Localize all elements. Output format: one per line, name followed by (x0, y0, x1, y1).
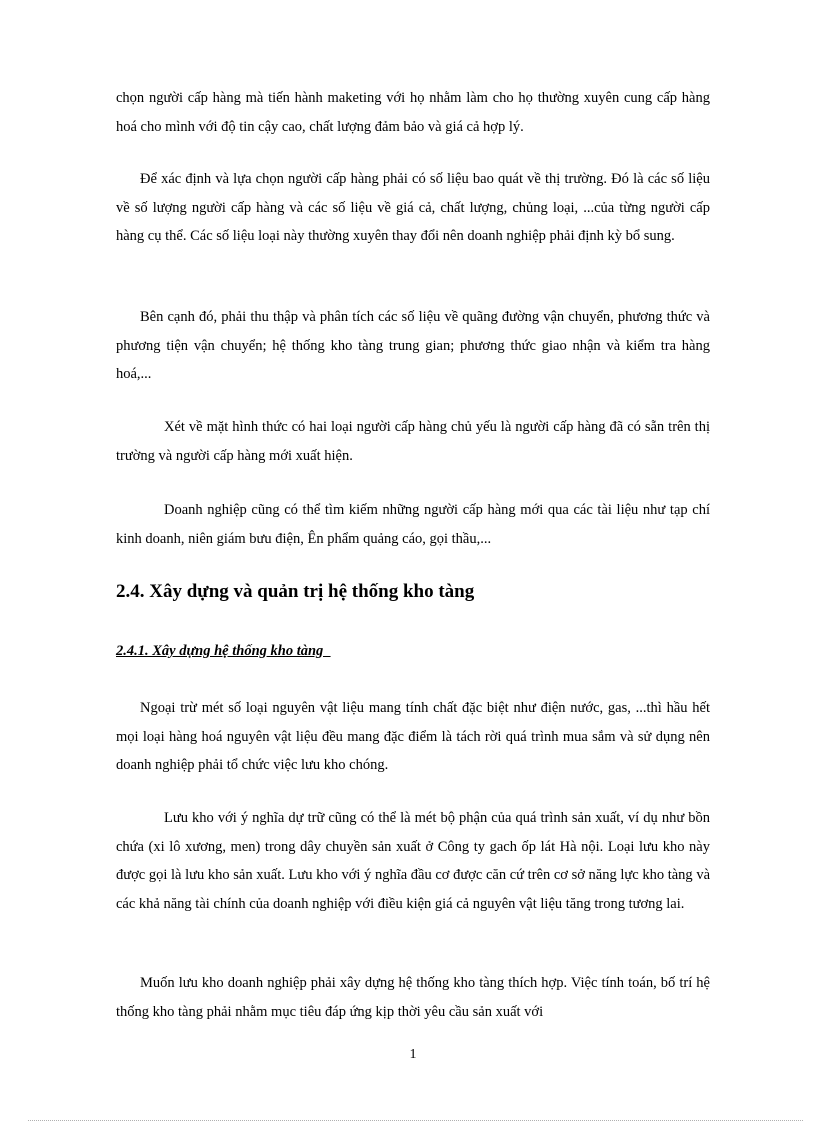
page-bottom-divider (28, 1120, 803, 1121)
paragraph-2: Để xác định và lựa chọn người cấp hàng phải có số liệu bao quát về thị trường. Đó là các số liệu về số lượng người cấp hàng và các số liệu về giá cả, chất lượng, chủng loại, ...của từng người cấp hàng cụ thể. Các số liệu loại này thường xuyên thay đổi nên doanh nghiệp phải định kỳ bổ sung. (116, 171, 710, 244)
paragraph-1: chọn người cấp hàng mà tiến hành maketing với họ nhằm làm cho họ thường xuyên cung cấp hàng hoá cho mình với độ tin cậy cao, chất lượng đảm bảo và giá cả hợp lý. (116, 90, 710, 135)
paragraph-7: Lưu kho với ý nghĩa dự trữ cũng có thể là mét bộ phận của quá trình sản xuất, ví dụ như bồn chứa (xi lô xương, men) trong dây chuyền sản xuất ở Công ty gach ốp lát Hà nội. Loại lưu kho này được gọi là lưu kho sản xuất. Lưu kho với ý nghĩa đầu cơ được căn cứ trên cơ sở năng lực kho tàng và các khả năng tài chính của doanh nghiệp với điều kiện giá cả nguyên vật liệu tăng trong tương lai. (116, 810, 710, 912)
paragraph-3: Bên cạnh đó, phải thu thập và phân tích các số liệu về quãng đường vận chuyển, phương thức và phương tiện vận chuyển; hệ thống kho tàng trung gian; phương thức giao nhận và kiểm tra hàng hoá,... (116, 309, 710, 382)
section-heading: 2.4. Xây dựng và quản trị hệ thống kho tàng (116, 581, 475, 602)
subsection-heading: 2.4.1. Xây dựng hệ thống kho tàng (116, 643, 331, 659)
paragraph-5: Doanh nghiệp cũng có thể tìm kiếm những người cấp hàng mới qua các tài liệu như tạp chí kinh doanh, niên giám bưu điện, Ên phẩm quảng cáo, gọi thầu,... (116, 502, 710, 547)
paragraph-6: Ngoại trừ mét số loại nguyên vật liệu mang tính chất đặc biệt như điện nước, gas, ...thì hầu hết mọi loại hàng hoá nguyên vật liệu đều mang đặc điểm là tách rời quá trình mua sắm và sử dụng nên doanh nghiệp phải tổ chức việc lưu kho chóng. (116, 700, 710, 773)
page-number: 1 (409, 1047, 417, 1062)
paragraph-4: Xét về mặt hình thức có hai loại người cấp hàng chủ yếu là người cấp hàng đã có sẵn trên thị trường và người cấp hàng mới xuất hiện. (116, 419, 710, 464)
paragraph-8: Muốn lưu kho doanh nghiệp phải xây dựng hệ thống kho tàng thích hợp. Việc tính toán, bố trí hệ thống kho tàng phải nhằm mục tiêu đáp ứng kịp thời yêu cầu sản xuất với (116, 975, 710, 1020)
